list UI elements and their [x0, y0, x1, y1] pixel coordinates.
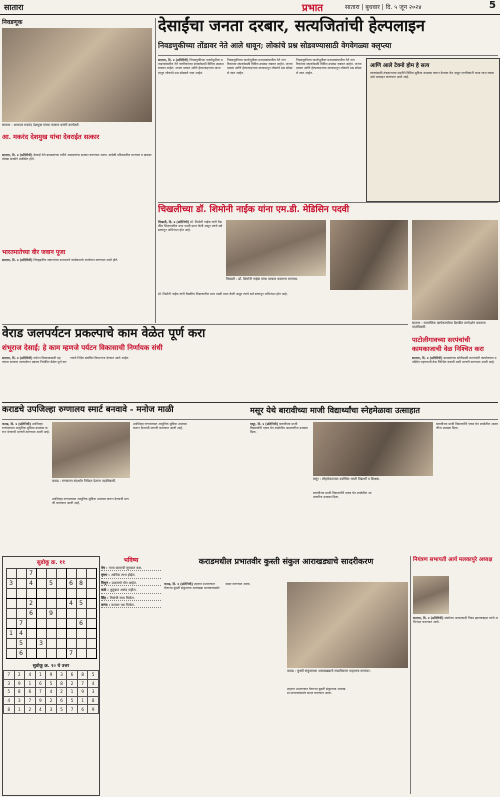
wide-story-text: पर्यटन विकासासाठी महत्त्वाचा ठरणारा जलपर्यटन प्रकल्प निर्धारित वेळेत पूर्ण करण्याचे निर्देश संबंधित विभागांना देण्यात आले आहेत.	[2, 356, 130, 365]
top-story-dateline: सातारा, दि. ४ (प्रतिनिधी)	[158, 58, 189, 62]
sudoku-cell: 4	[26, 579, 36, 589]
sudoku-cell	[76, 569, 86, 579]
sudoku-cell	[6, 569, 16, 579]
masthead-logo: प्रभात	[302, 3, 324, 14]
horoscope-sign: वृषभ :	[101, 573, 111, 578]
sudoku-answer-row	[4, 671, 99, 680]
banner-left-headline: कराडचे उपजिल्हा रुग्णालय स्मार्ट बनवावे - मनोज माळी	[2, 405, 174, 415]
sudoku-cell	[76, 609, 86, 619]
sudoku-cell: 7	[66, 649, 76, 659]
sudoku-cell	[26, 629, 36, 639]
sudoku-cell	[6, 639, 16, 649]
sudoku-cell	[26, 619, 36, 629]
sudoku-answer-cell: 5	[46, 679, 57, 688]
sudoku-answer-row	[4, 696, 99, 705]
sudoku-answer-cell: 1	[67, 688, 78, 697]
sudoku-answer-cell: 7	[77, 679, 88, 688]
right-story-caption: सातारा : सामाजिक कार्यकर्त्यांच्या बैठकीत मार्गदर्शन करताना पदाधिकारी.	[412, 321, 486, 330]
banner-rule	[2, 402, 498, 403]
horoscope-list	[101, 566, 161, 608]
sudoku-cell	[46, 569, 56, 579]
sudoku-answer-cell: 4	[46, 688, 57, 697]
sudoku-answer-cell: 2	[25, 705, 36, 714]
horoscope-text: नव्या कामाची सुरुवात करा.	[108, 566, 143, 570]
sudoku-answer-cell: 1	[14, 705, 25, 714]
bottom-story-text-2: शहरात उभारण्यात येणाऱ्या कुस्ती संकुलाचा आराखडा मान्यवरांसमोर सादर करण्यात आला.	[287, 687, 346, 696]
middle-rule	[158, 202, 498, 203]
left-story2-body	[2, 258, 152, 322]
horoscope-item	[101, 573, 161, 578]
sudoku-cell	[16, 569, 26, 579]
sudoku-answer-cell: 3	[56, 671, 67, 680]
sudoku-answer-cell: 3	[46, 705, 57, 714]
sudoku-cell	[6, 619, 16, 629]
sudoku-answer-cell: 8	[56, 679, 67, 688]
left-story-text: देवराई येथे ग्रामस्थांच्या वतीने आमदारांचा सत्कार करण्यात आला. यावेळी परिसरातील मान्यवर व ग्रामस्थ मोठ्या संख्येने उपस्थित होते.	[2, 153, 152, 162]
sudoku-cell	[56, 649, 66, 659]
sudoku-title: सुडोकू क्र. ११	[36, 560, 66, 566]
sudoku-row	[6, 599, 96, 609]
wide-story-body	[2, 356, 408, 400]
banner-right-text-3: बारावीच्या माजी विद्यार्थ्यांनी एकत्र येत शाळेतील आठवणींना उजाळा दिला.	[436, 422, 498, 431]
bottom-story-dateline: कराड, दि. ४ (प्रतिनिधी)	[164, 582, 193, 586]
sudoku-answer-cell: 6	[25, 688, 36, 697]
sudoku-cell	[66, 619, 76, 629]
horoscope-text: प्रवासाचे योग आहेत.	[111, 580, 137, 585]
horoscope-sign: कर्क :	[101, 588, 110, 593]
sudoku-answer-cell: 9	[77, 688, 88, 697]
sudoku-cell	[6, 599, 16, 609]
sudoku-row	[6, 639, 96, 649]
banner-left-caption: कराड : रुग्णालय संदर्भात निवेदन देताना पदाधिकारी.	[52, 479, 117, 483]
left-story-headline: आ. मकरंद देशमुख यांचा देवराईत सत्कार	[2, 133, 100, 141]
wide-story-headline: वेराड जलपर्यटन प्रकल्पाचे काम वेळेत पूर्ण करा	[2, 326, 206, 340]
sudoku-answer-cell: 2	[56, 688, 67, 697]
left-section-tag: निवडणूक	[2, 19, 23, 26]
sudoku-answer-cell: 4	[4, 696, 15, 705]
banner-right-photo	[313, 422, 433, 476]
sudoku-answer-cell: 5	[67, 696, 78, 705]
sudoku-cell: 7	[26, 569, 36, 579]
sudoku-cell	[36, 579, 46, 589]
sudoku-cell	[6, 649, 16, 659]
wide-story-subhead: शंभूराज देसाई; हे काम म्हणजे पर्यटन विकासाची निर्णायक संधी	[2, 343, 163, 352]
sudoku-answer-cell: 5	[88, 671, 99, 680]
sudoku-answer-cell: 1	[35, 671, 46, 680]
sudoku-cell	[86, 589, 96, 599]
right-box-body: तरुणांसाठी तंत्रज्ञानाच्या मदतीने विविध सुविधा उपलब्ध करून देण्यात येत असून नागरिकांनी याचा लाभ घ्यावा असे आवाहन करण्यात आले आहे.	[370, 71, 494, 80]
sudoku-cell	[76, 639, 86, 649]
sudoku-cell: 7	[16, 619, 26, 629]
sudoku-cell	[86, 649, 96, 659]
sudoku-cell	[46, 629, 56, 639]
sudoku-answer-grid	[3, 670, 99, 714]
sudoku-answer-cell: 6	[56, 696, 67, 705]
sudoku-row	[6, 569, 96, 579]
sudoku-cell	[66, 639, 76, 649]
sudoku-cell	[56, 629, 66, 639]
page-number: 5	[489, 0, 496, 11]
sudoku-cell	[56, 599, 66, 609]
sudoku-cell	[66, 589, 76, 599]
sudoku-cell	[86, 599, 96, 609]
sudoku-cell	[26, 589, 36, 599]
sudoku-row	[6, 649, 96, 659]
sudoku-answer-cell: 9	[14, 679, 25, 688]
sudoku-answer-cell: 2	[46, 696, 57, 705]
horoscope-sign: मिथुन :	[101, 580, 112, 585]
sudoku-cell	[86, 639, 96, 649]
horoscope-sign: सिंह :	[101, 595, 110, 600]
sudoku-answer-cell: 2	[67, 679, 78, 688]
top-story-text-1: निवडणुकीच्या पार्श्वभूमीवर मतदारसंघातील नेते नागरिकांच्या संपर्कासाठी विविध उपक्रम राबवत आहेत. जनता दरबार आणि हेल्पलाइनच्या माध्यमातून लोकांचे प्रश्न सोडवले जात आहेत.	[158, 58, 224, 75]
banner-right-headline: मसूर येथे बारावीच्या माजी विद्यार्थ्यांचा स्नेहमेळावा उत्साहात	[250, 405, 420, 415]
sudoku-answer-cell: 8	[14, 688, 25, 697]
middle-story-caption: चिखली : डॉ. शिमोनी नाईक यांचा सत्कार करताना मान्यवर.	[226, 277, 299, 281]
left-story2-headline: भारतमातेच्या वीर जवान पूजा	[2, 249, 66, 256]
sudoku-cell	[36, 589, 46, 599]
right-box-headline: आणि आले टेक्नो होम हे सत्य	[370, 63, 430, 69]
sudoku-answer-cell: 8	[4, 705, 15, 714]
sudoku-answer-cell: 9	[35, 696, 46, 705]
middle-story-photo-2	[330, 220, 408, 290]
sudoku-cell	[46, 649, 56, 659]
sudoku-cell: 4	[66, 599, 76, 609]
sudoku-cell	[46, 599, 56, 609]
middle-story-text: डॉ. शिमोनी नाईक यांनी वैद्यकीय शिक्षणातील उच्च पदवी प्राप्त केली असून त्यांचे सर्व स्तरांतून अभिनंदन होत आहे.	[158, 220, 223, 233]
sudoku-cell	[76, 649, 86, 659]
banner-right-dateline: मसूर, दि. ४ (प्रतिनिधी)	[250, 422, 279, 426]
sudoku-cell	[46, 639, 56, 649]
sudoku-row	[6, 619, 96, 629]
sudoku-answer-cell: 7	[67, 705, 78, 714]
right-story-body	[412, 356, 498, 400]
sudoku-cell: 6	[16, 649, 26, 659]
headline-rule	[158, 55, 498, 56]
sudoku-cell	[26, 639, 36, 649]
top-story-body-col1	[158, 58, 224, 200]
horoscope-text: कुटुंबात आनंद राहील.	[109, 588, 137, 593]
sudoku-answer-cell: 8	[88, 696, 99, 705]
horoscope-text: मित्रांची साथ मिळेल.	[109, 595, 135, 600]
banner-right-text-2: बारावीच्या माजी विद्यार्थ्यांनी एकत्र येत शाळेतील आठवणींना उजाळा दिला.	[313, 491, 372, 500]
horoscope-item	[101, 588, 161, 593]
horoscope-text: कामात यश मिळेल.	[111, 603, 135, 608]
right-story-headline: पाटोलीगावच्या सरपंचांची कामकाजाची वेळ निश्चित करा	[412, 336, 484, 353]
horoscope-item	[101, 566, 161, 571]
sudoku-cell	[56, 569, 66, 579]
sudoku-answer-cell: 6	[67, 671, 78, 680]
column-divider	[155, 18, 156, 323]
top-story-body-col2	[227, 58, 293, 200]
left-story-caption: सातारा : आमदार मकरंद देशमुख यांच्या सत्कार प्रसंगी कार्यकर्ते.	[2, 123, 80, 127]
right-box	[366, 58, 500, 202]
sudoku-cell	[16, 579, 26, 589]
sudoku-cell	[56, 619, 66, 629]
top-story-headline: देसाईंचा जनता दरबार, सत्यजितांची हेल्पलाइन	[158, 16, 425, 35]
banner-left-body-3	[133, 422, 245, 552]
sudoku-cell	[46, 619, 56, 629]
sudoku-answer-cell: 7	[35, 688, 46, 697]
banner-left-photo	[52, 422, 130, 478]
sudoku-cell	[6, 609, 16, 619]
right-story-dateline: सातारा, दि. ४ (प्रतिनिधी)	[412, 356, 443, 360]
banner-right-body	[250, 422, 310, 552]
sudoku-answer-cell: 5	[56, 705, 67, 714]
sudoku-answer-cell: 9	[88, 705, 99, 714]
sudoku-cell: 4	[16, 629, 26, 639]
sudoku-answer-cell: 3	[4, 679, 15, 688]
sudoku-cell	[56, 579, 66, 589]
top-story-text-2: निवडणुकीच्या पार्श्वभूमीवर मतदारसंघातील नेते नागरिकांच्या संपर्कासाठी विविध उपक्रम राबवत आहेत. जनता दरबार आणि हेल्पलाइनच्या माध्यमातून लोकांचे प्रश्न सोडवले जात आहेत.	[227, 58, 293, 75]
sudoku-cell	[66, 629, 76, 639]
right-bottom-photo	[413, 576, 449, 614]
bottom-story-body	[164, 582, 284, 794]
right-bottom-body	[413, 616, 498, 794]
sudoku-answer-cell: 6	[77, 705, 88, 714]
right-bottom-dateline: सातारा, दि. ४ (प्रतिनिधी)	[413, 616, 444, 620]
sudoku-answer-cell: 1	[77, 696, 88, 705]
sudoku-cell	[86, 619, 96, 629]
wide-story-dateline: सातारा, दि. ४ (प्रतिनिधी)	[2, 356, 33, 360]
sudoku-answer-cell: 1	[25, 679, 36, 688]
wide-rule	[2, 324, 408, 325]
sudoku-answer-cell: 3	[14, 696, 25, 705]
middle-story-headline: चिखलीच्या डॉ. शिमोनी नाईक यांना एम.डी. मेडिसिन पदवी	[158, 205, 350, 215]
sudoku-answer-cell: 5	[4, 688, 15, 697]
sudoku-answer-row	[4, 679, 99, 688]
top-story-text-3: निवडणुकीच्या पार्श्वभूमीवर मतदारसंघातील नेते नागरिकांच्या संपर्कासाठी विविध उपक्रम राबवत आहेत. जनता दरबार आणि हेल्पलाइनच्या माध्यमातून लोकांचे प्रश्न सोडवले जात आहेत.	[296, 58, 362, 75]
horoscope-title: भविष्य	[123, 557, 139, 564]
bottom-story-headline: कराडमधील प्रभातवीर कुस्ती संकुल आराखड्याचे सादरीकरण	[198, 556, 374, 566]
sudoku-grid	[6, 568, 97, 659]
sudoku-answer-cell: 9	[46, 671, 57, 680]
sudoku-cell	[26, 649, 36, 659]
masthead-date: सातारा | बुधवार | दि. ५ जून २०२४	[345, 4, 422, 11]
sudoku-box	[2, 556, 100, 796]
sudoku-cell	[16, 589, 26, 599]
sudoku-cell	[76, 629, 86, 639]
sudoku-cell: 8	[76, 579, 86, 589]
horoscope-item	[101, 603, 161, 608]
sudoku-cell	[16, 609, 26, 619]
sudoku-cell: 5	[76, 599, 86, 609]
sudoku-answer-row	[4, 688, 99, 697]
sudoku-row	[6, 609, 96, 619]
middle-story-photo	[226, 220, 326, 276]
sudoku-cell	[86, 629, 96, 639]
sudoku-cell	[86, 609, 96, 619]
bottom-story-photo	[287, 582, 408, 668]
sudoku-cell	[66, 609, 76, 619]
sudoku-cell	[86, 569, 96, 579]
sudoku-cell	[6, 589, 16, 599]
right-bottom-text: संस्थेच्या अध्यक्षपदी निवड झाल्याबद्दल त्यांचे अभिनंदन करण्यात आले.	[413, 616, 498, 625]
banner-left-text-2: उपजिल्हा रुग्णालयात आधुनिक सुविधा उपलब्ध करून देण्याची मागणी करण्यात आली आहे.	[52, 497, 129, 506]
sudoku-cell	[86, 579, 96, 589]
banner-left-body-2	[52, 497, 130, 552]
sudoku-answer-row	[4, 705, 99, 714]
sudoku-answer-cell: 4	[35, 705, 46, 714]
sudoku-cell: 5	[16, 639, 26, 649]
horoscope-item	[101, 581, 161, 586]
sudoku-cell	[66, 569, 76, 579]
bottom-story-text: शहरात उभारण्यात येणाऱ्या कुस्ती संकुलाचा आराखडा मान्यवरांसमोर सादर करण्यात आला.	[164, 582, 251, 591]
banner-right-body-3	[436, 422, 498, 552]
sudoku-cell: 2	[26, 599, 36, 609]
sudoku-cell	[56, 589, 66, 599]
sudoku-cell	[36, 609, 46, 619]
sudoku-answer-cell: 3	[88, 688, 99, 697]
horoscope-sign: कन्या :	[101, 603, 112, 608]
right-bottom-divider	[410, 556, 411, 794]
sudoku-cell	[36, 569, 46, 579]
horoscope-text: आर्थिक लाभ होईल.	[110, 573, 136, 578]
sudoku-cell	[56, 609, 66, 619]
sudoku-row	[6, 589, 96, 599]
sudoku-answer-title: सुडोकू क्र. १० चे उत्तर	[32, 664, 70, 669]
sudoku-cell: 9	[46, 609, 56, 619]
sudoku-row	[6, 579, 96, 589]
middle-story-dateline: चिखली, दि. ४ (प्रतिनिधी)	[158, 220, 190, 224]
banner-left-text: उपजिल्हा रुग्णालयात आधुनिक सुविधा उपलब्ध करून देण्याची मागणी करण्यात आली आहे.	[2, 422, 50, 435]
top-story-subhead: निवडणुकीच्या तोंडावर नेते आले धावून; लोकांचे प्रश्न सोडवण्यासाठी वेगवेगळ्या क्लृप्त्या	[158, 41, 392, 50]
top-story-body-col3	[296, 58, 362, 200]
left-story-photo	[2, 28, 152, 122]
sudoku-cell	[56, 639, 66, 649]
sudoku-answer-cell: 7	[25, 696, 36, 705]
sudoku-cell	[36, 619, 46, 629]
middle-story-body	[158, 220, 224, 290]
horoscope-box	[101, 556, 161, 794]
left-story2-text: जिल्ह्यातील जवानांच्या सन्मानार्थ कार्यक्रमाचे आयोजन करण्यात आले होते.	[33, 258, 119, 262]
sudoku-cell: 6	[26, 609, 36, 619]
bottom-story-body-2	[287, 687, 408, 794]
horoscope-item	[101, 596, 161, 601]
sudoku-cell	[16, 599, 26, 609]
banner-right-caption: मसूर : स्नेहमेळाव्यात उपस्थित माजी विद्यार्थी व शिक्षक.	[313, 477, 381, 481]
middle-story-body-2	[158, 292, 408, 322]
sudoku-answer-cell: 4	[25, 671, 36, 680]
left-story2-dateline: सातारा, दि. ४ (प्रतिनिधी)	[2, 258, 33, 262]
sudoku-cell: 5	[46, 579, 56, 589]
sudoku-answer-cell: 4	[88, 679, 99, 688]
sudoku-cell	[36, 599, 46, 609]
horoscope-sign: मेष :	[101, 566, 109, 570]
banner-left-body	[2, 422, 50, 552]
middle-story-text-2: डॉ. शिमोनी नाईक यांनी वैद्यकीय शिक्षणातील उच्च पदवी प्राप्त केली असून त्यांचे सर्व स्तरांतून अभिनंदन होत आहे.	[158, 292, 288, 296]
sudoku-cell	[36, 629, 46, 639]
banner-right-text: बारावीच्या माजी विद्यार्थ्यांनी एकत्र येत शाळेतील आठवणींना उजाळा दिला.	[250, 422, 308, 435]
sudoku-answer-cell: 7	[4, 671, 15, 680]
sudoku-cell	[76, 589, 86, 599]
sudoku-cell: 6	[76, 619, 86, 629]
banner-right-body-2	[313, 491, 433, 552]
sudoku-row	[6, 629, 96, 639]
left-story-body	[2, 153, 152, 245]
sudoku-cell	[36, 649, 46, 659]
right-story-text: ग्रामस्थांच्या सोयीसाठी सरपंचांनी कार्यालयात उपस्थित राहण्याची वेळ निश्चित करावी अशी मागणी करण्यात आली आहे.	[412, 356, 497, 365]
sudoku-cell: 1	[6, 629, 16, 639]
sudoku-answer-cell: 2	[14, 671, 25, 680]
sudoku-cell: 3	[6, 579, 16, 589]
masthead-city: सातारा	[4, 3, 24, 12]
left-story-dateline: सातारा, दि. ४ (प्रतिनिधी)	[2, 153, 33, 157]
sudoku-cell: 3	[36, 639, 46, 649]
sudoku-cell	[46, 589, 56, 599]
banner-rule-2	[2, 419, 498, 420]
right-bottom-headline: नियंत्रण सभापती आर्य मलकापुरे अध्यक्ष	[413, 557, 493, 563]
right-story-photo	[412, 220, 498, 320]
bottom-story-caption: कराड : कुस्ती संकुलाच्या आराखड्याचे सादरीकरण पाहताना मान्यवर.	[287, 669, 371, 673]
sudoku-answer-cell: 8	[77, 671, 88, 680]
banner-left-text-3: उपजिल्हा रुग्णालयात आधुनिक सुविधा उपलब्ध करून देण्याची मागणी करण्यात आली आहे.	[133, 422, 187, 431]
sudoku-cell: 6	[66, 579, 76, 589]
sudoku-answer-cell: 6	[35, 679, 46, 688]
banner-left-dateline: कराड, दि. ४ (प्रतिनिधी)	[2, 422, 31, 426]
masthead	[0, 0, 500, 15]
